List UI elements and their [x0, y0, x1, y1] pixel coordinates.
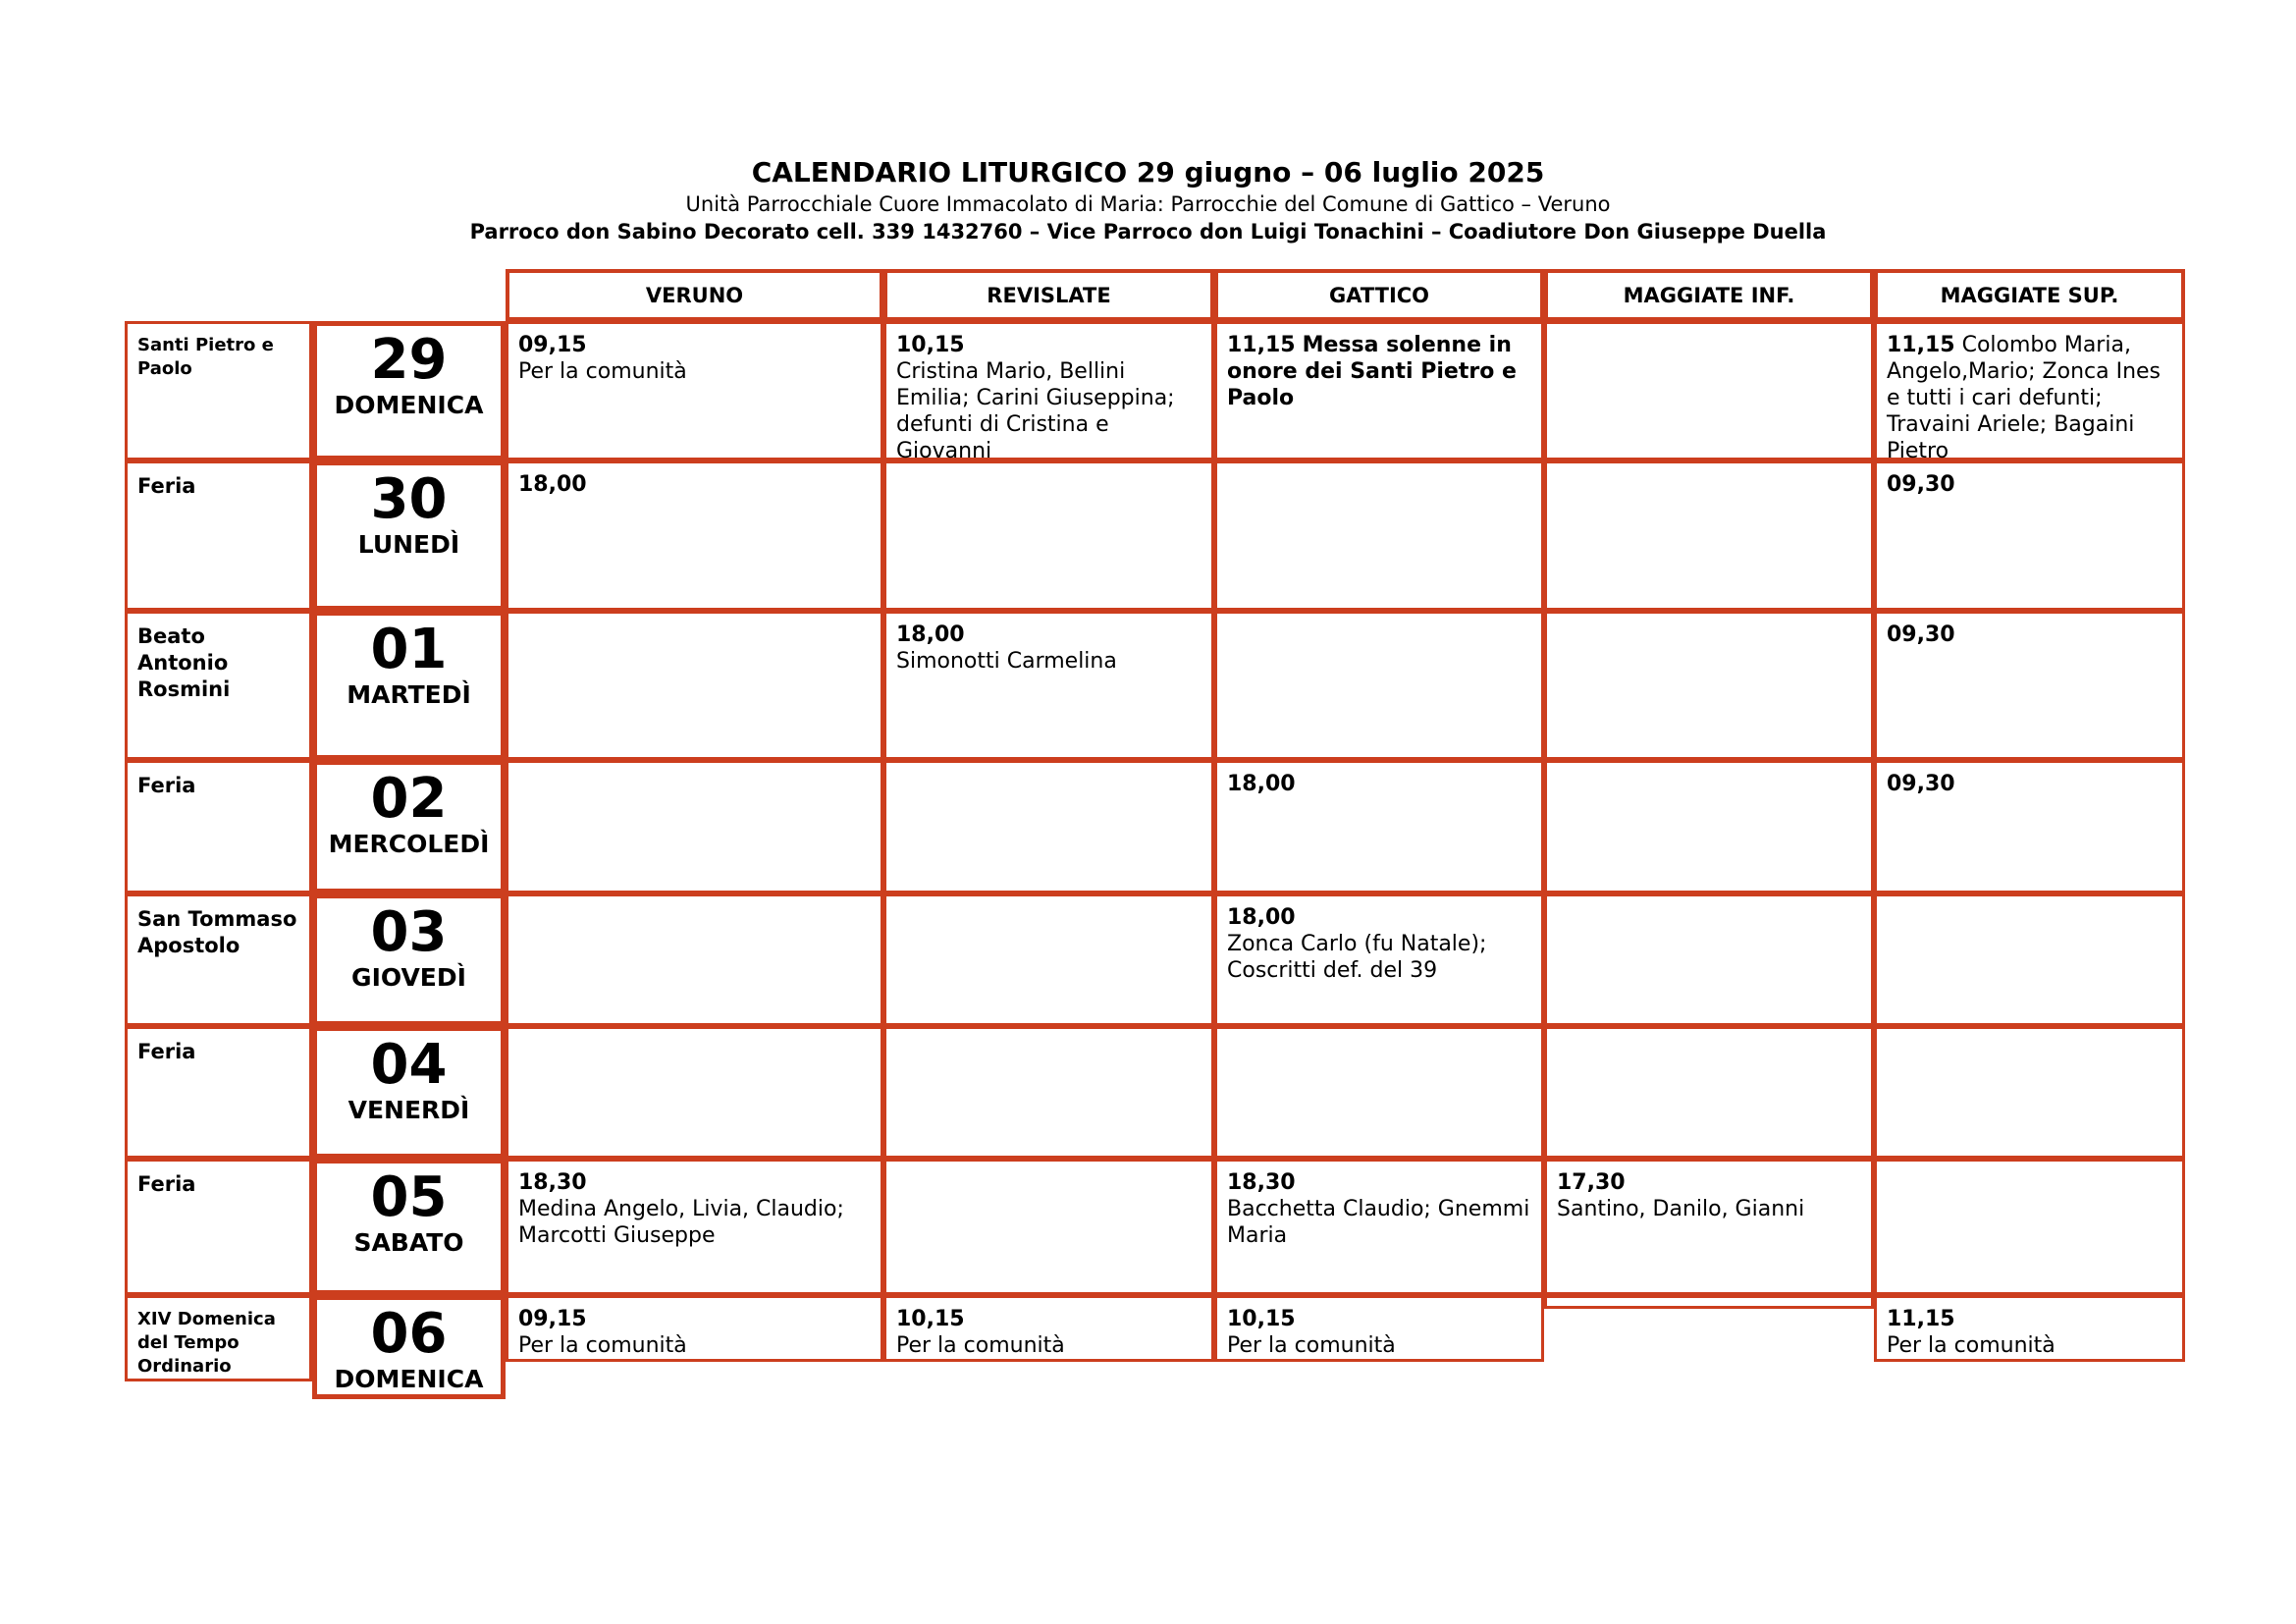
feast-cell: [125, 611, 312, 760]
feast-label: Santi Pietro e Paolo: [137, 335, 274, 379]
day-number: 29: [370, 328, 448, 392]
mass-cell: [883, 611, 1214, 760]
mass-cell: [1214, 1026, 1544, 1159]
day-cell: [312, 1026, 506, 1159]
mass-cell: [1544, 1295, 1874, 1309]
day-number: 30: [370, 467, 448, 531]
mass-cell: [1214, 1295, 1544, 1362]
feast-label: Feria: [137, 474, 196, 498]
mass-intention: Medina Angelo, Livia, Claudio; Marcotti Giuseppe: [518, 1197, 844, 1248]
mass-cell: [1874, 611, 2185, 760]
mass-cell: [1214, 893, 1544, 1026]
mass-time: 09,15: [518, 1307, 587, 1331]
mass-cell: [1874, 1295, 2185, 1362]
column-header: [883, 269, 1214, 321]
feast-label: Beato Antonio Rosmini: [137, 624, 231, 701]
day-cell: [312, 611, 506, 760]
mass-time: 18,00: [896, 623, 965, 647]
mass-cell: [506, 1295, 883, 1362]
mass-cell: [883, 460, 1214, 611]
mass-cell: [1214, 460, 1544, 611]
mass-intention: Per la comunità: [1227, 1333, 1396, 1358]
mass-cell: [506, 1159, 883, 1295]
feast-cell: [125, 1295, 312, 1381]
mass-intention: Colombo Maria, Angelo,Mario; Zonca Ines e tutti i cari defunti; Travaini Ariele; Bagaini Pietro: [1887, 333, 2162, 463]
column-header: [1874, 269, 2185, 321]
day-cell: [312, 760, 506, 893]
mass-cell: [506, 611, 883, 760]
day-cell: [312, 1295, 506, 1399]
mass-intention: Per la comunità: [518, 359, 687, 384]
column-header-label: REVISLATE: [987, 283, 1111, 307]
day-number: 04: [370, 1033, 448, 1097]
mass-intention: Messa solenne in onore dei Santi Pietro e Paolo: [1227, 333, 1517, 410]
day-number: 05: [370, 1165, 448, 1229]
weekday-label: GIOVEDÌ: [351, 963, 466, 992]
feast-cell: [125, 893, 312, 1026]
weekday-label: LUNEDÌ: [357, 530, 460, 559]
mass-intention: Cristina Mario, Bellini Emilia; Carini Giuseppina; defunti di Cristina e Giovanni: [896, 359, 1175, 463]
mass-cell: [883, 1159, 1214, 1295]
mass-time: 17,30: [1557, 1170, 1626, 1195]
mass-cell: [1544, 893, 1874, 1026]
mass-time: 09,15: [518, 333, 587, 357]
feast-label: XIV Domenica del Tempo Ordinario: [137, 1309, 276, 1377]
mass-cell: [1214, 760, 1544, 893]
mass-time: 09,30: [1887, 472, 1955, 497]
mass-intention: Bacchetta Claudio; Gnemmi Maria: [1227, 1197, 1530, 1248]
parish-staff: Parroco don Sabino Decorato cell. 339 1432760 – Vice Parroco don Luigi Tonachini – Coadiutore Don Giuseppe Duella: [469, 220, 1827, 244]
mass-time: 18,30: [518, 1170, 587, 1195]
mass-cell: [1874, 1159, 2185, 1295]
mass-cell: [1874, 321, 2185, 463]
weekday-label: SABATO: [353, 1228, 464, 1257]
mass-cell: [1214, 1159, 1544, 1295]
mass-cell: [1544, 760, 1874, 893]
mass-cell: [1544, 321, 1874, 460]
column-header-label: GATTICO: [1328, 283, 1430, 307]
weekday-label: DOMENICA: [334, 1365, 484, 1393]
mass-time: 10,15: [896, 333, 965, 357]
mass-cell: [1544, 611, 1874, 760]
mass-time: 10,15: [896, 1307, 965, 1331]
mass-cell: [883, 1026, 1214, 1159]
feast-cell: [125, 760, 312, 893]
mass-cell: [1544, 460, 1874, 611]
mass-intention: Per la comunità: [896, 1333, 1065, 1358]
mass-time: 18,00: [1227, 772, 1296, 796]
mass-time: 11,15: [1227, 333, 1296, 357]
mass-cell: [883, 1295, 1214, 1362]
mass-time: 11,15: [1887, 333, 1955, 357]
mass-cell: [506, 893, 883, 1026]
day-number: 06: [370, 1302, 448, 1366]
day-number: 03: [370, 900, 448, 964]
mass-cell: [1874, 760, 2185, 893]
column-header: [1214, 269, 1544, 321]
mass-intention: Simonotti Carmelina: [896, 649, 1117, 674]
mass-cell: [506, 321, 883, 460]
mass-cell: [506, 460, 883, 611]
mass-time: 10,15: [1227, 1307, 1296, 1331]
column-header-label: VERUNO: [645, 283, 744, 307]
weekday-label: MARTEDÌ: [347, 680, 471, 709]
day-number: 01: [370, 618, 448, 681]
column-header-label: MAGGIATE INF.: [1623, 283, 1795, 307]
feast-cell: [125, 460, 312, 611]
mass-intention: Per la comunità: [518, 1333, 687, 1358]
mass-time: 09,30: [1887, 623, 1955, 647]
liturgical-calendar-table: [125, 269, 2185, 1433]
mass-time: 18,30: [1227, 1170, 1296, 1195]
day-cell: [312, 1159, 506, 1295]
mass-cell: [1874, 1026, 2185, 1159]
feast-cell: [125, 1159, 312, 1295]
feast-cell: [125, 321, 312, 460]
feast-label: Feria: [137, 1172, 196, 1196]
mass-cell: [1874, 893, 2185, 1026]
mass-intention: Zonca Carlo (fu Natale); Coscritti def. del 39: [1227, 932, 1487, 983]
feast-cell: [125, 1026, 312, 1159]
mass-intention: Santino, Danilo, Gianni: [1557, 1197, 1805, 1221]
mass-cell: [506, 1026, 883, 1159]
day-cell: [312, 893, 506, 1026]
mass-cell: [1874, 460, 2185, 611]
mass-time: 09,30: [1887, 772, 1955, 796]
column-header: [506, 269, 883, 321]
weekday-label: DOMENICA: [334, 391, 484, 419]
day-cell: [312, 460, 506, 611]
mass-time: 11,15: [1887, 1307, 1955, 1331]
column-header: [1544, 269, 1874, 321]
mass-cell: [506, 760, 883, 893]
page-subtitle: Unità Parrocchiale Cuore Immacolato di Maria: Parrocchie del Comune di Gattico – Veruno: [685, 192, 1611, 216]
weekday-label: VENERDÌ: [347, 1096, 470, 1124]
mass-cell: [1544, 1026, 1874, 1159]
document-header: [0, 155, 2296, 245]
feast-label: Feria: [137, 1040, 196, 1063]
feast-label: San Tommaso Apostolo: [137, 907, 297, 957]
mass-time: 18,00: [518, 472, 587, 497]
mass-cell: [1544, 1159, 1874, 1295]
mass-time: 18,00: [1227, 905, 1296, 930]
weekday-label: MERCOLEDÌ: [328, 830, 490, 858]
mass-intention: Per la comunità: [1887, 1333, 2056, 1358]
mass-cell: [1214, 611, 1544, 760]
page-title: CALENDARIO LITURGICO 29 giugno – 06 luglio 2025: [751, 156, 1545, 189]
day-number: 02: [370, 767, 448, 831]
mass-cell: [883, 321, 1214, 463]
mass-cell: [883, 893, 1214, 1026]
mass-cell: [1214, 321, 1544, 460]
feast-label: Feria: [137, 774, 196, 797]
day-cell: [312, 321, 506, 460]
mass-cell: [883, 760, 1214, 893]
column-header-label: MAGGIATE SUP.: [1940, 283, 2119, 307]
